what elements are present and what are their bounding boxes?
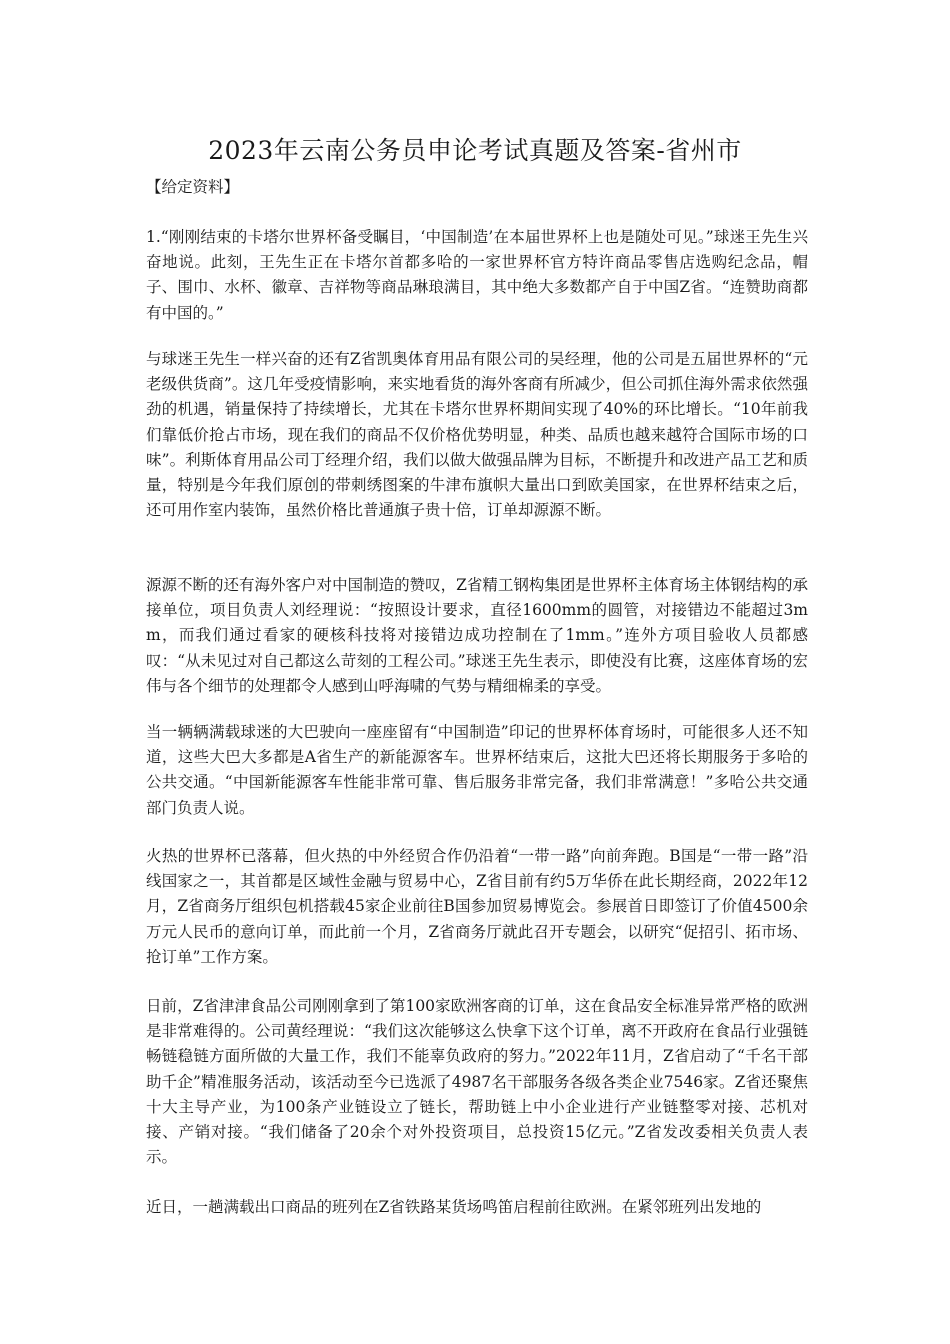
paragraph: 1.“刚刚结束的卡塔尔世界杯备受瞩目，‘中国制造’在本届世界杯上也是随处可见。”球迷王先生兴奋地说。此刻，王先生正在卡塔尔首都多哈的一家世界杯官方特许商品零售店选购纪念品，帽子、围巾、水杯、徽章、吉祥物等商品琳琅满目，其中绝大多数都产自于中国Z省。“连赞助商都有中国的。” [146,228,808,322]
section-label: 【给定资料】 [146,178,240,196]
paragraph: 与球迷王先生一样兴奋的还有Z省凯奥体育用品有限公司的吴经理，他的公司是五届世界杯的“元老级供货商”。这几年受疫情影响，来实地看货的海外客商有所减少，但公司抓住海外需求依然强劲的机遇，销量保持了持续增长，尤其在卡塔尔世界杯期间实现了40%的环比增长。“10年前我们靠低价抢占市场，现在我们的商品不仅价格优势明显，种类、品质也越来越符合国际市场的口味”。利斯体育用品公司丁经理介绍，我们以做大做强品牌为目标，不断提升和改进产品工艺和质量，特别是今年我们原创的带刺绣图案的牛津布旗帜大量出口到欧美国家，在世界杯结束之后，还可用作室内装饰，虽然价格比普通旗子贵十倍，订单却源源不断。 [146,350,808,520]
paragraph: 火热的世界杯已落幕，但火热的中外经贸合作仍沿着“一带一路”向前奔跑。B国是“一带一路”沿线国家之一，其首都是区域性金融与贸易中心，Z省目前有约5万华侨在此长期经商，2022年12月，Z省商务厅组织包机搭载45家企业前往B国参加贸易博览会。参展首日即签订了价值4500余万元人民币的意向订单，而此前一个月，Z省商务厅就此召开专题会，以研究“促招引、拓市场、抢订单”工作方案。 [146,847,808,966]
document-title: 2023年云南公务员申论考试真题及答案-省州市 [208,136,742,165]
paragraph: 源源不断的还有海外客户对中国制造的赞叹，Z省精工钢构集团是世界杯主体育场主体钢结构的承接单位，项目负责人刘经理说：“按照设计要求，直径1600mm的圆管，对接错边不能超过3mm，而我们通过看家的硬核科技将对接错边成功控制在了1mm。”连外方项目验收人员都感叹：“从未见过对自己都这么苛刻的工程公司。”球迷王先生表示，即使没有比赛，这座体育场的宏伟与各个细节的处理都令人感到山呼海啸的气势与精细棉柔的享受。 [146,576,808,695]
paragraph: 近日，一趟满载出口商品的班列在Z省铁路某货场鸣笛启程前往欧洲。在紧邻班列出发地的 [146,1198,762,1216]
paragraph: 当一辆辆满载球迷的大巴驶向一座座留有“中国制造”印记的世界杯体育场时，可能很多人还不知道，这些大巴大多都是A省生产的新能源客车。世界杯结束后，这批大巴还将长期服务于多哈的公共交通。“中国新能源客车性能非常可靠、售后服务非常完备，我们非常满意！”多哈公共交通部门负责人说。 [146,723,808,817]
paragraph: 日前，Z省津津食品公司刚刚拿到了第100家欧洲客商的订单，这在食品安全标准异常严格的欧洲是非常难得的。公司黄经理说：“我们这次能够这么快拿下这个订单，离不开政府在食品行业强链畅链稳链方面所做的大量工作，我们不能辜负政府的努力。”2022年11月，Z省启动了“千名干部助千企”精准服务活动，该活动至今已选派了4987名干部服务各级各类企业7546家。Z省还聚焦十大主导产业，为100条产业链设立了链长，帮助链上中小企业进行产业链整零对接、芯机对接、产销对接。“我们储备了20余个对外投资项目，总投资15亿元。”Z省发改委相关负责人表示。 [146,997,808,1167]
